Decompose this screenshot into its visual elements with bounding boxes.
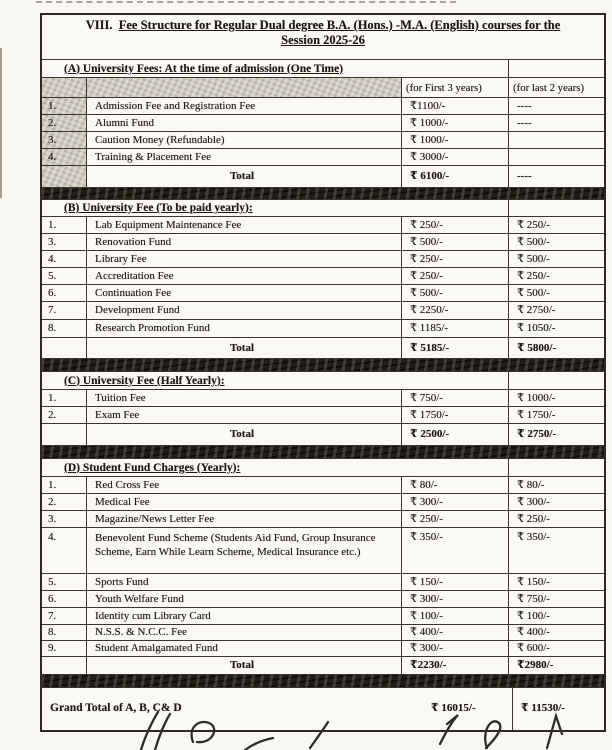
title-session: Session 2025-26 bbox=[281, 33, 365, 47]
serial-cell: 4. bbox=[42, 149, 86, 165]
section-a-label: (A) University Fees: At the time of admission (One Time) bbox=[64, 62, 344, 75]
description-cell: Medical Fee bbox=[86, 494, 401, 510]
fee-first3-cell: ₹ 1750/- bbox=[401, 407, 508, 423]
serial-cell: 6. bbox=[48, 592, 57, 605]
fee-row bbox=[42, 301, 604, 319]
fee-row bbox=[42, 527, 604, 573]
fee-row bbox=[42, 148, 604, 165]
description-cell: N.S.S. & N.C.C. Fee bbox=[86, 625, 401, 640]
section-c-header-row bbox=[42, 371, 604, 389]
serial-cell: 7. bbox=[48, 609, 57, 622]
fee-last2-cell: ₹ 150/- bbox=[508, 574, 604, 590]
description-cell: Tuition Fee bbox=[86, 390, 401, 406]
fee-last2-cell: ₹ 350/- bbox=[508, 528, 604, 573]
separator-bar bbox=[42, 358, 604, 371]
section-c-total-row bbox=[42, 423, 604, 445]
description-cell: Library Fee bbox=[86, 251, 401, 267]
description-cell: Student Amalgamated Fund bbox=[86, 641, 401, 656]
fee-first3-cell: ₹ 500/- bbox=[401, 234, 508, 250]
fee-last2-cell: ---- bbox=[508, 115, 604, 131]
col-header-first3: (for First 3 years) bbox=[401, 78, 508, 97]
grand-total-last2: ₹ 11530/- bbox=[512, 688, 604, 730]
fee-row bbox=[42, 590, 604, 607]
document-title bbox=[42, 15, 604, 59]
fee-last2-cell: ₹ 250/- bbox=[508, 268, 604, 284]
fee-last2-cell: ₹ 500/- bbox=[508, 285, 604, 301]
description-cell: Identity cum Library Card bbox=[86, 608, 401, 624]
serial-cell: 8. bbox=[48, 626, 57, 639]
serial-cell bbox=[42, 338, 86, 358]
serial-cell: 4. bbox=[48, 531, 57, 543]
empty-cell bbox=[508, 60, 604, 77]
serial-cell: 1. bbox=[48, 478, 57, 491]
empty-cell bbox=[508, 459, 604, 476]
fee-first3-cell: ₹ 250/- bbox=[401, 511, 508, 527]
grand-total-label: Grand Total of A, B, C& D bbox=[50, 702, 182, 715]
title-text: Fee Structure for Regular Dual degree B.A. (Hons.) -M.A. (English) courses for the bbox=[118, 18, 561, 32]
description-cell: Training & Placement Fee bbox=[86, 149, 401, 165]
fee-row bbox=[42, 250, 604, 267]
fee-row bbox=[42, 131, 604, 148]
fee-first3-cell: ₹ 300/- bbox=[401, 641, 508, 656]
fee-first3-cell: ₹ 300/- bbox=[401, 591, 508, 607]
fee-last2-cell: ₹ 400/- bbox=[508, 625, 604, 640]
fee-last2-cell: ₹ 500/- bbox=[508, 234, 604, 250]
total-label-cell: Total bbox=[86, 166, 401, 187]
scan-edge-artifact bbox=[0, 48, 2, 198]
fee-last2-cell: ₹ 1050/- bbox=[508, 320, 604, 337]
fee-structure-table bbox=[40, 13, 606, 732]
serial-cell: 6. bbox=[48, 286, 57, 299]
description-cell: Exam Fee bbox=[86, 407, 401, 423]
grand-total-first3: ₹ 16015/- bbox=[431, 702, 476, 715]
section-d-label: (D) Student Fund Charges (Yearly): bbox=[64, 461, 241, 474]
scan-top-artifact bbox=[36, 1, 456, 3]
description-cell: Youth Welfare Fund bbox=[86, 591, 401, 607]
total-first3-cell: ₹2230/- bbox=[401, 657, 508, 674]
description-cell: Lab Equipment Maintenance Fee bbox=[86, 217, 401, 233]
serial-cell: 3. bbox=[48, 235, 57, 248]
column-header-row bbox=[42, 77, 604, 97]
serial-cell: 5. bbox=[48, 575, 57, 588]
description-cell: Benevolent Fund Scheme (Students Aid Fund, Group Insurance Scheme, Earn While Learn Scheme, Medical Insurance etc.) bbox=[86, 528, 401, 573]
total-label-cell: Total bbox=[86, 424, 401, 445]
fee-row bbox=[42, 493, 604, 510]
serial-cell: 3. bbox=[42, 132, 86, 148]
fee-last2-cell: ---- bbox=[508, 98, 604, 114]
total-last2-cell: ₹ 2750/- bbox=[508, 424, 604, 445]
fee-row bbox=[42, 640, 604, 656]
fee-first3-cell: ₹ 1000/- bbox=[401, 132, 508, 148]
serial-header-cell bbox=[42, 78, 86, 97]
fee-last2-cell bbox=[508, 132, 604, 148]
serial-cell: 4. bbox=[48, 252, 57, 265]
total-first3-cell: ₹ 2500/- bbox=[401, 424, 508, 445]
description-cell: Red Cross Fee bbox=[86, 477, 401, 493]
fee-last2-cell: ₹ 80/- bbox=[508, 477, 604, 493]
serial-cell: 7. bbox=[48, 304, 57, 317]
fee-row bbox=[42, 319, 604, 337]
fee-last2-cell: ₹ 600/- bbox=[508, 641, 604, 656]
fee-first3-cell: ₹ 400/- bbox=[401, 625, 508, 640]
fee-row bbox=[42, 216, 604, 233]
description-cell: Continuation Fee bbox=[86, 285, 401, 301]
fee-first3-cell: ₹ 2250/- bbox=[401, 302, 508, 319]
fee-last2-cell: ₹ 100/- bbox=[508, 608, 604, 624]
fee-last2-cell: ₹ 300/- bbox=[508, 494, 604, 510]
serial-cell bbox=[42, 657, 86, 674]
description-cell: Magazine/News Letter Fee bbox=[86, 511, 401, 527]
section-d-header-row bbox=[42, 458, 604, 476]
separator-bar bbox=[42, 674, 604, 687]
fee-row bbox=[42, 284, 604, 301]
fee-row bbox=[42, 573, 604, 590]
serial-cell: 2. bbox=[42, 115, 86, 131]
separator-bar bbox=[42, 445, 604, 458]
fee-row bbox=[42, 406, 604, 423]
fee-first3-cell: ₹ 150/- bbox=[401, 574, 508, 590]
fee-row bbox=[42, 624, 604, 640]
description-cell: Admission Fee and Registration Fee bbox=[86, 98, 401, 114]
description-cell: Development Fund bbox=[86, 302, 401, 319]
fee-row bbox=[42, 97, 604, 114]
description-header-cell bbox=[86, 78, 401, 97]
fee-first3-cell: ₹ 500/- bbox=[401, 285, 508, 301]
empty-cell bbox=[508, 372, 604, 389]
fee-first3-cell: ₹1100/- bbox=[401, 98, 508, 114]
total-last2-cell: ₹2980/- bbox=[508, 657, 604, 674]
section-c-label: (C) University Fee (Half Yearly): bbox=[64, 374, 225, 387]
section-b-header-row bbox=[42, 199, 604, 216]
serial-cell: 1. bbox=[42, 98, 86, 114]
handwritten-signature bbox=[95, 706, 575, 750]
fee-first3-cell: ₹ 3000/- bbox=[401, 149, 508, 165]
serial-cell: 2. bbox=[48, 408, 57, 421]
fee-first3-cell: ₹ 1000/- bbox=[401, 115, 508, 131]
serial-cell bbox=[42, 166, 86, 187]
separator-bar bbox=[42, 187, 604, 199]
fee-row bbox=[42, 233, 604, 250]
description-cell: Alumni Fund bbox=[86, 115, 401, 131]
section-a-total-row bbox=[42, 165, 604, 187]
total-label-cell: Total bbox=[86, 338, 401, 358]
section-b-total-row bbox=[42, 337, 604, 358]
fee-first3-cell: ₹ 100/- bbox=[401, 608, 508, 624]
description-cell: Accreditation Fee bbox=[86, 268, 401, 284]
description-cell: Caution Money (Refundable) bbox=[86, 132, 401, 148]
total-last2-cell: ---- bbox=[508, 166, 604, 187]
total-label-cell: Total bbox=[86, 657, 401, 674]
fee-first3-cell: ₹ 250/- bbox=[401, 268, 508, 284]
fee-row bbox=[42, 114, 604, 131]
fee-last2-cell: ₹ 1750/- bbox=[508, 407, 604, 423]
section-d-total-row bbox=[42, 656, 604, 674]
fee-last2-cell bbox=[508, 149, 604, 165]
empty-cell bbox=[508, 200, 604, 216]
fee-first3-cell: ₹ 350/- bbox=[401, 528, 508, 573]
description-cell: Sports Fund bbox=[86, 574, 401, 590]
serial-cell: 3. bbox=[48, 512, 57, 525]
fee-row bbox=[42, 510, 604, 527]
description-cell: Research Promotion Fund bbox=[86, 320, 401, 337]
section-a-header-row bbox=[42, 59, 604, 77]
fee-first3-cell: ₹ 250/- bbox=[401, 217, 508, 233]
fee-last2-cell: ₹ 750/- bbox=[508, 591, 604, 607]
section-b-label: (B) University Fee (To be paid yearly): bbox=[64, 202, 253, 215]
fee-row bbox=[42, 607, 604, 624]
fee-row bbox=[42, 389, 604, 406]
fee-last2-cell: ₹ 2750/- bbox=[508, 302, 604, 319]
fee-first3-cell: ₹ 300/- bbox=[401, 494, 508, 510]
serial-cell: 9. bbox=[48, 642, 57, 655]
serial-cell: 8. bbox=[48, 322, 57, 335]
serial-cell: 2. bbox=[48, 495, 57, 508]
serial-cell bbox=[42, 424, 86, 445]
fee-last2-cell: ₹ 250/- bbox=[508, 511, 604, 527]
serial-cell: 5. bbox=[48, 269, 57, 282]
fee-last2-cell: ₹ 1000/- bbox=[508, 390, 604, 406]
fee-last2-cell: ₹ 500/- bbox=[508, 251, 604, 267]
total-last2-cell: ₹ 5800/- bbox=[508, 338, 604, 358]
total-first3-cell: ₹ 6100/- bbox=[401, 166, 508, 187]
title-numeral: VIII. bbox=[85, 18, 113, 32]
fee-row bbox=[42, 476, 604, 493]
serial-cell: 1. bbox=[48, 218, 57, 231]
fee-first3-cell: ₹ 250/- bbox=[401, 251, 508, 267]
description-cell: Renovation Fund bbox=[86, 234, 401, 250]
fee-row bbox=[42, 267, 604, 284]
fee-first3-cell: ₹ 1185/- bbox=[401, 320, 508, 337]
total-first3-cell: ₹ 5185/- bbox=[401, 338, 508, 358]
fee-first3-cell: ₹ 750/- bbox=[401, 390, 508, 406]
col-header-last2: (for last 2 years) bbox=[508, 78, 604, 97]
fee-last2-cell: ₹ 250/- bbox=[508, 217, 604, 233]
fee-first3-cell: ₹ 80/- bbox=[401, 477, 508, 493]
serial-cell: 1. bbox=[48, 391, 57, 404]
